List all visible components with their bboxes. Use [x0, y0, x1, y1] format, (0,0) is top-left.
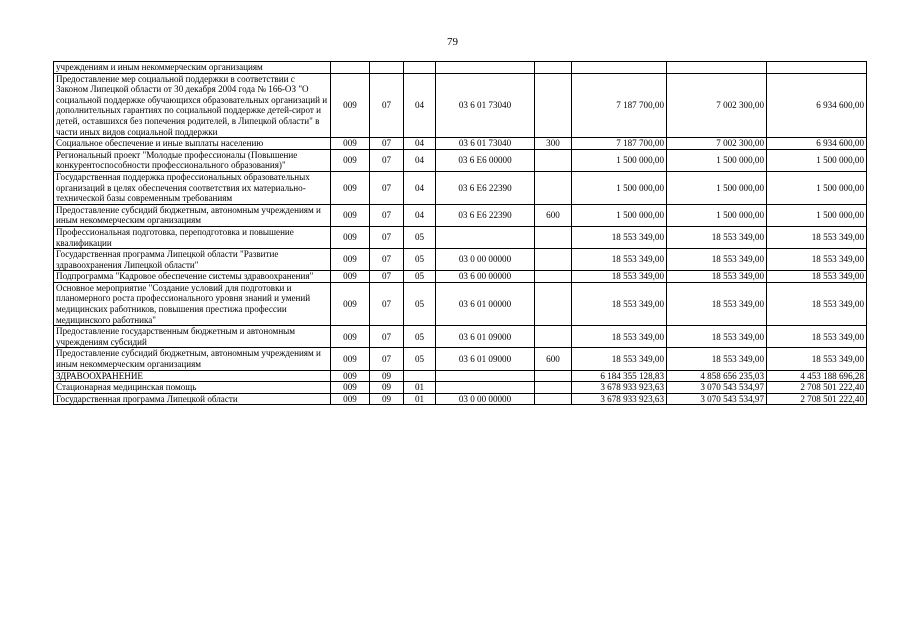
table-row [54, 348, 867, 370]
row-amount-year3: 2 708 501 222,40 [767, 382, 867, 394]
row-amount-year1: 18 553 349,00 [572, 326, 667, 348]
row-amount-year2: 3 070 543 534,97 [667, 393, 767, 405]
row-ved-code: 009 [331, 249, 370, 271]
row-name: Профессиональная подготовка, переподготовка и повышение квалификации [54, 226, 331, 248]
row-name: Предоставление субсидий бюджетным, автономным учреждениям и иным некоммерческим организациям [54, 204, 331, 226]
row-target-article [436, 62, 535, 74]
row-target-article: 03 6 00 00000 [436, 271, 535, 283]
row-amount-year1: 7 187 700,00 [572, 73, 667, 138]
row-amount-year3: 18 553 349,00 [767, 282, 867, 325]
row-expense-type [535, 326, 572, 348]
row-amount-year1: 1 500 000,00 [572, 171, 667, 204]
row-amount-year1: 3 678 933 923,63 [572, 382, 667, 394]
row-amount-year3: 18 553 349,00 [767, 326, 867, 348]
table-row [54, 271, 867, 283]
row-expense-type: 300 [535, 138, 572, 150]
row-amount-year1: 18 553 349,00 [572, 249, 667, 271]
row-ved-code: 009 [331, 370, 370, 382]
row-expense-type [535, 393, 572, 405]
row-target-article: 03 6 01 00000 [436, 282, 535, 325]
row-section-code: 07 [370, 204, 404, 226]
row-name: Подпрограмма "Кадровое обеспечение системы здравоохранения" [54, 271, 331, 283]
row-target-article: 03 6 01 09000 [436, 326, 535, 348]
table-row [54, 282, 867, 325]
row-subsection-code [404, 370, 436, 382]
row-ved-code: 009 [331, 382, 370, 394]
row-amount-year2: 7 002 300,00 [667, 73, 767, 138]
row-name: Основное мероприятие "Создание условий для подготовки и планомерного роста профессионального уровня знаний и умений медицинских работников, повышения престижа профессии медицинского работника" [54, 282, 331, 325]
row-ved-code: 009 [331, 171, 370, 204]
row-expense-type [535, 171, 572, 204]
row-ved-code [331, 62, 370, 74]
row-ved-code: 009 [331, 326, 370, 348]
row-subsection-code: 05 [404, 326, 436, 348]
table-row [54, 62, 867, 74]
row-section-code: 07 [370, 326, 404, 348]
row-amount-year3: 6 934 600,00 [767, 138, 867, 150]
row-amount-year2: 1 500 000,00 [667, 204, 767, 226]
row-name: Государственная программа Липецкой области [54, 393, 331, 405]
row-ved-code: 009 [331, 393, 370, 405]
row-expense-type [535, 149, 572, 171]
row-amount-year2 [667, 62, 767, 74]
table-row [54, 138, 867, 150]
row-amount-year2: 1 500 000,00 [667, 149, 767, 171]
row-name: Социальное обеспечение и иные выплаты населению [54, 138, 331, 150]
row-amount-year1: 18 553 349,00 [572, 226, 667, 248]
row-subsection-code: 05 [404, 249, 436, 271]
row-ved-code: 009 [331, 226, 370, 248]
row-ved-code: 009 [331, 282, 370, 325]
row-section-code: 07 [370, 282, 404, 325]
row-name: Предоставление субсидий бюджетным, автономным учреждениям и иным некоммерческим организациям [54, 348, 331, 370]
row-section-code: 07 [370, 249, 404, 271]
row-amount-year2: 18 553 349,00 [667, 226, 767, 248]
row-amount-year1: 3 678 933 923,63 [572, 393, 667, 405]
row-target-article: 03 6 E6 22390 [436, 171, 535, 204]
row-subsection-code: 01 [404, 393, 436, 405]
row-amount-year2: 7 002 300,00 [667, 138, 767, 150]
row-name: учреждениям и иным некоммерческим организациям [54, 62, 331, 74]
table-row [54, 326, 867, 348]
row-amount-year1: 18 553 349,00 [572, 271, 667, 283]
row-amount-year2: 3 070 543 534,97 [667, 382, 767, 394]
row-name: Государственная программа Липецкой области "Развитие здравоохранения Липецкой области" [54, 249, 331, 271]
row-amount-year2: 18 553 349,00 [667, 249, 767, 271]
table-row [54, 171, 867, 204]
table-row [54, 382, 867, 394]
row-amount-year3: 2 708 501 222,40 [767, 393, 867, 405]
row-name: Предоставление мер социальной поддержки в соответствии с Законом Липецкой области от 30 декабря 2004 года № 166-ОЗ "О социальной поддержке обучающихся образовательных организаций и дополнительных гарантиях по социальной поддержке детей-сирот и детей, оставшихся без попечения родителей, в Липецкой области" в части иных видов социальной поддержки [54, 73, 331, 138]
row-section-code: 07 [370, 149, 404, 171]
row-section-code: 07 [370, 348, 404, 370]
row-section-code: 09 [370, 393, 404, 405]
row-amount-year3 [767, 62, 867, 74]
row-amount-year2: 1 500 000,00 [667, 171, 767, 204]
row-name: ЗДРАВООХРАНЕНИЕ [54, 370, 331, 382]
row-target-article [436, 226, 535, 248]
row-section-code: 07 [370, 271, 404, 283]
row-amount-year1: 1 500 000,00 [572, 204, 667, 226]
row-expense-type [535, 370, 572, 382]
row-section-code: 07 [370, 73, 404, 138]
row-subsection-code: 04 [404, 171, 436, 204]
row-target-article [436, 370, 535, 382]
row-amount-year1: 18 553 349,00 [572, 348, 667, 370]
table-row [54, 393, 867, 405]
row-name: Предоставление государственным бюджетным и автономным учреждениям субсидий [54, 326, 331, 348]
row-subsection-code: 05 [404, 348, 436, 370]
row-amount-year1: 1 500 000,00 [572, 149, 667, 171]
row-target-article: 03 6 01 73040 [436, 138, 535, 150]
row-expense-type [535, 73, 572, 138]
row-amount-year2: 18 553 349,00 [667, 326, 767, 348]
row-amount-year1 [572, 62, 667, 74]
row-amount-year2: 4 858 656 235,03 [667, 370, 767, 382]
row-target-article: 03 6 E6 00000 [436, 149, 535, 171]
row-subsection-code: 05 [404, 271, 436, 283]
row-amount-year2: 18 553 349,00 [667, 282, 767, 325]
row-ved-code: 009 [331, 73, 370, 138]
row-subsection-code: 01 [404, 382, 436, 394]
row-amount-year2: 18 553 349,00 [667, 271, 767, 283]
row-section-code: 09 [370, 382, 404, 394]
row-target-article: 03 6 01 73040 [436, 73, 535, 138]
row-expense-type [535, 62, 572, 74]
row-ved-code: 009 [331, 204, 370, 226]
row-amount-year3: 18 553 349,00 [767, 226, 867, 248]
row-amount-year3: 1 500 000,00 [767, 204, 867, 226]
table-row [54, 73, 867, 138]
row-expense-type: 600 [535, 348, 572, 370]
row-expense-type [535, 282, 572, 325]
table-row [54, 370, 867, 382]
row-expense-type [535, 249, 572, 271]
row-subsection-code: 05 [404, 282, 436, 325]
row-amount-year3: 18 553 349,00 [767, 249, 867, 271]
row-target-article: 03 0 00 00000 [436, 249, 535, 271]
row-expense-type: 600 [535, 204, 572, 226]
row-ved-code: 009 [331, 348, 370, 370]
page-number: 79 [447, 36, 458, 48]
row-amount-year3: 4 453 188 696,28 [767, 370, 867, 382]
table-row [54, 149, 867, 171]
row-target-article: 03 6 01 09000 [436, 348, 535, 370]
row-section-code [370, 62, 404, 74]
row-amount-year3: 1 500 000,00 [767, 171, 867, 204]
row-amount-year3: 1 500 000,00 [767, 149, 867, 171]
row-subsection-code: 04 [404, 204, 436, 226]
row-subsection-code: 04 [404, 138, 436, 150]
row-expense-type [535, 382, 572, 394]
row-expense-type [535, 271, 572, 283]
row-name: Стационарная медицинская помощь [54, 382, 331, 394]
table-row [54, 249, 867, 271]
row-target-article: 03 0 00 00000 [436, 393, 535, 405]
row-name: Региональный проект "Молодые профессионалы (Повышение конкурентоспособности профессионального образования)" [54, 149, 331, 171]
row-subsection-code: 05 [404, 226, 436, 248]
row-subsection-code: 04 [404, 73, 436, 138]
row-section-code: 07 [370, 138, 404, 150]
row-amount-year3: 18 553 349,00 [767, 271, 867, 283]
row-section-code: 09 [370, 370, 404, 382]
row-amount-year3: 18 553 349,00 [767, 348, 867, 370]
row-expense-type [535, 226, 572, 248]
row-amount-year1: 7 187 700,00 [572, 138, 667, 150]
row-amount-year1: 18 553 349,00 [572, 282, 667, 325]
row-ved-code: 009 [331, 271, 370, 283]
row-target-article: 03 6 E6 22390 [436, 204, 535, 226]
row-ved-code: 009 [331, 138, 370, 150]
row-section-code: 07 [370, 171, 404, 204]
row-amount-year1: 6 184 355 128,83 [572, 370, 667, 382]
row-target-article [436, 382, 535, 394]
table-body [54, 62, 867, 405]
table-row [54, 226, 867, 248]
budget-table [53, 61, 867, 405]
row-name: Государственная поддержка профессиональных образовательных организаций в целях обеспечения соответствия их материально-технической базы современным требованиям [54, 171, 331, 204]
table-row [54, 204, 867, 226]
row-amount-year3: 6 934 600,00 [767, 73, 867, 138]
row-subsection-code: 04 [404, 149, 436, 171]
row-section-code: 07 [370, 226, 404, 248]
row-subsection-code [404, 62, 436, 74]
row-ved-code: 009 [331, 149, 370, 171]
row-amount-year2: 18 553 349,00 [667, 348, 767, 370]
